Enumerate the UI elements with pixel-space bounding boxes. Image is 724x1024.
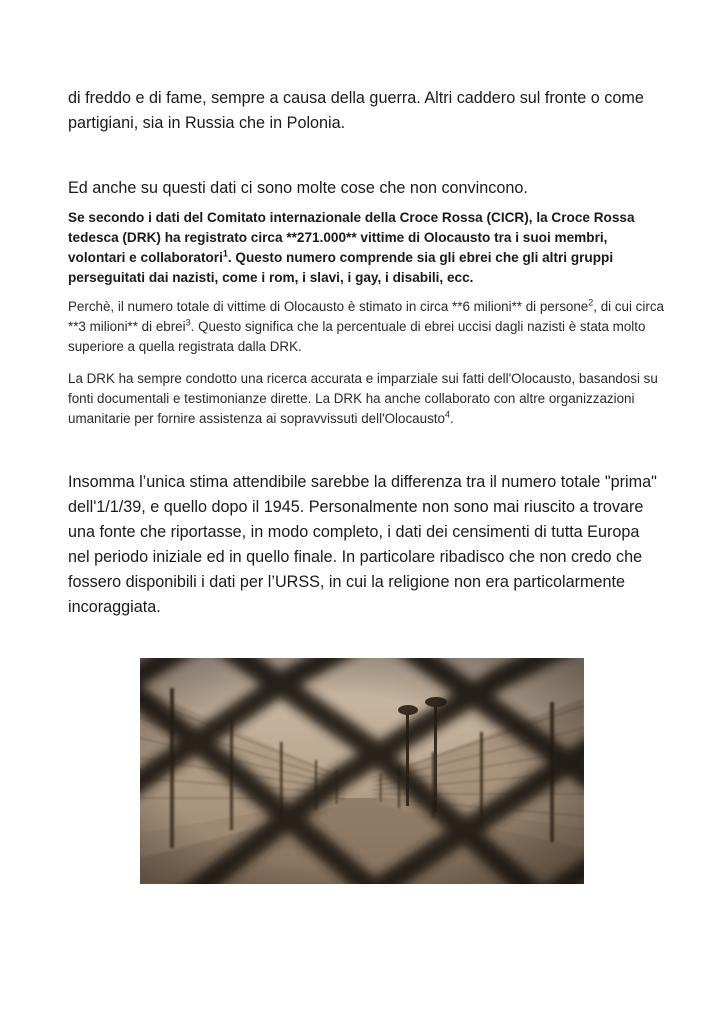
footnote-ref[interactable]: 3: [185, 317, 191, 328]
footnote-ref[interactable]: 2: [588, 297, 594, 308]
paragraph-drk-research: [68, 369, 668, 429]
paragraph-text: . Questo numero comprende sia gli ebrei che gli altri gruppi perseguitati dai nazisti, come i rom, i slavi, i gay, i disabili, ecc.: [68, 250, 614, 285]
paragraph-text: di freddo e di fame, sempre a causa della guerra. Altri caddero sul fronte o come partigiani, sia in Russia che in Polonia.: [68, 89, 644, 132]
photo-illustration: [140, 658, 584, 884]
paragraph-text: .: [449, 411, 454, 426]
paragraph-doubts: [68, 176, 668, 201]
paragraph-total-victims: [68, 297, 668, 357]
paragraph-conclusion: [68, 470, 658, 620]
paragraph-text: , di cui circa **3 milioni** di ebrei: [68, 299, 664, 334]
footnote-ref[interactable]: 4: [444, 409, 450, 420]
footnote-ref[interactable]: 1: [222, 248, 228, 259]
paragraph-war-casualties: [68, 86, 668, 136]
paragraph-text: . Questo significa che la percentuale di ebrei uccisi dagli nazisti è stata molto superiore a quella registrata dalla DRK.: [68, 319, 646, 354]
paragraph-text: Insomma l’unica stima attendibile sarebbe la differenza tra il numero totale "prima" dell'1/1/39, e quello dopo il 1945. Personalmente non sono mai riuscito a trovare una fonte che riportasse, in modo completo, i dati dei censimenti di tutta Europa nel periodo iniziale ed in quello finale. In particolare ribadisco che non credo che fossero disponibili i dati per l’URSS, in cui la religione non era particolarmente incoraggiata.: [68, 473, 657, 616]
paragraph-text: Perchè, il numero totale di vittime di Olocausto è stimato in circa **6 milioni** di persone: [68, 299, 589, 314]
paragraph-drk-bold: [68, 208, 660, 288]
paragraph-text: Ed anche su questi dati ci sono molte cose che non convincono.: [68, 179, 528, 197]
paragraph-text: La DRK ha sempre condotto una ricerca accurata e imparziale sui fatti dell'Olocausto, basandosi su fonti documentali e testimonianze dirette. La DRK ha anche collaborato con altre organizzazioni umanitarie per fornire assistenza ai sopravvissuti dell'Olocausto: [68, 371, 658, 426]
barbed-wire-fence-photo: [140, 658, 584, 884]
paragraph-text: Se secondo i dati del Comitato internazionale della Croce Rossa (CICR), la Croce Rossa tedesca (DRK) ha registrato circa **271.000** vittime di Olocausto tra i suoi membri, volontari e collaboratori: [68, 210, 635, 265]
